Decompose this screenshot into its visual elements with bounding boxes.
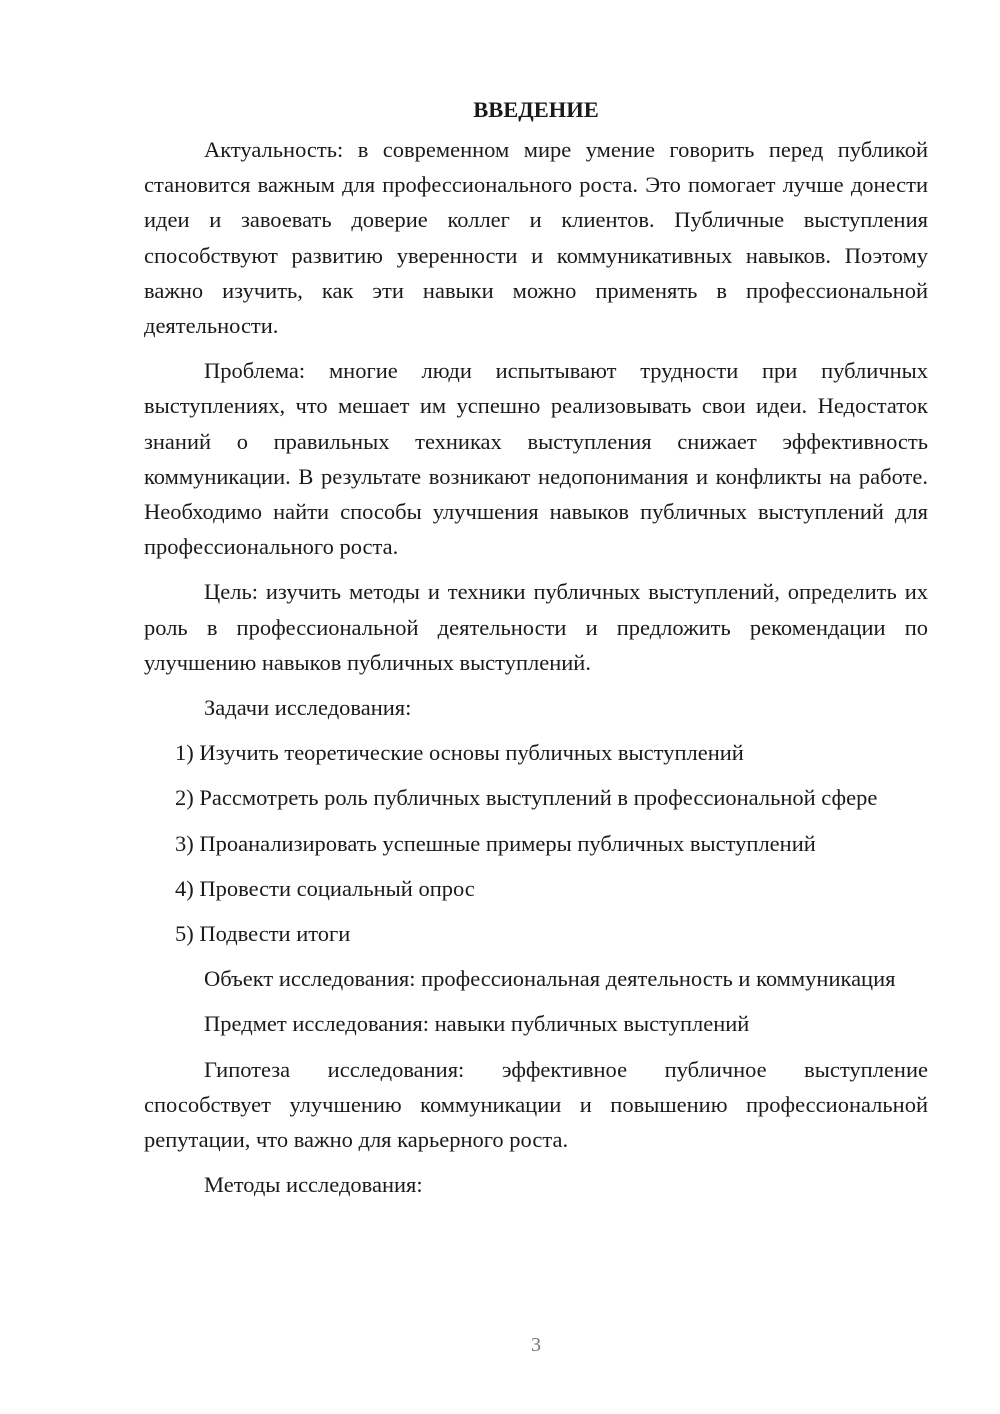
- paragraph-subject: Предмет исследования: навыки публичных выступлений: [204, 1011, 750, 1037]
- paragraph-object: Объект исследования: профессиональная деятельность и коммуникация: [204, 966, 896, 992]
- task-item: 4) Провести социальный опрос: [175, 875, 475, 901]
- paragraph-goal: Цель: изучить методы и техники публичных выступлений, определить их роль в профессиональной деятельности и предложить рекомендации по улучшению навыков публичных выступлений.: [144, 579, 928, 675]
- section-heading: ВВЕДЕНИЕ: [473, 97, 599, 122]
- page-number: 3: [531, 1334, 541, 1356]
- paragraph-relevance: Актуальность: в современном мире умение говорить перед публикой становится важным для профессионального роста. Это помогает лучше донести идеи и завоевать доверие коллег и клиентов. Публичные выступления способствуют развитию уверенности и коммуникативных навыков. Поэтому важно изучить, как эти навыки можно применять в профессиональной деятельности.: [144, 137, 928, 339]
- task-item: 5) Подвести итоги: [175, 921, 351, 947]
- paragraph-problem: Проблема: многие люди испытывают трудности при публичных выступлениях, что мешает им успешно реализовывать свои идеи. Недостаток знаний о правильных техниках выступления снижает эффективность коммуникации. В результате возникают недопонимания и конфликты на работе. Необходимо найти способы улучшения навыков публичных выступлений для профессионального роста.: [144, 358, 928, 560]
- task-item: 2) Рассмотреть роль публичных выступлений в профессиональной сфере: [175, 785, 878, 811]
- task-item: 3) Проанализировать успешные примеры публичных выступлений: [175, 830, 816, 856]
- paragraph-methods-title: Методы исследования:: [204, 1172, 423, 1198]
- task-item: 1) Изучить теоретические основы публичных выступлений: [175, 740, 744, 766]
- page-content: [144, 92, 928, 1202]
- paragraph-tasks-title: Задачи исследования:: [204, 695, 412, 721]
- paragraph-hypothesis: Гипотеза исследования: эффективное публичное выступление способствует улучшению коммуникации и повышению профессиональной репутации, что важно для карьерного роста.: [144, 1056, 928, 1153]
